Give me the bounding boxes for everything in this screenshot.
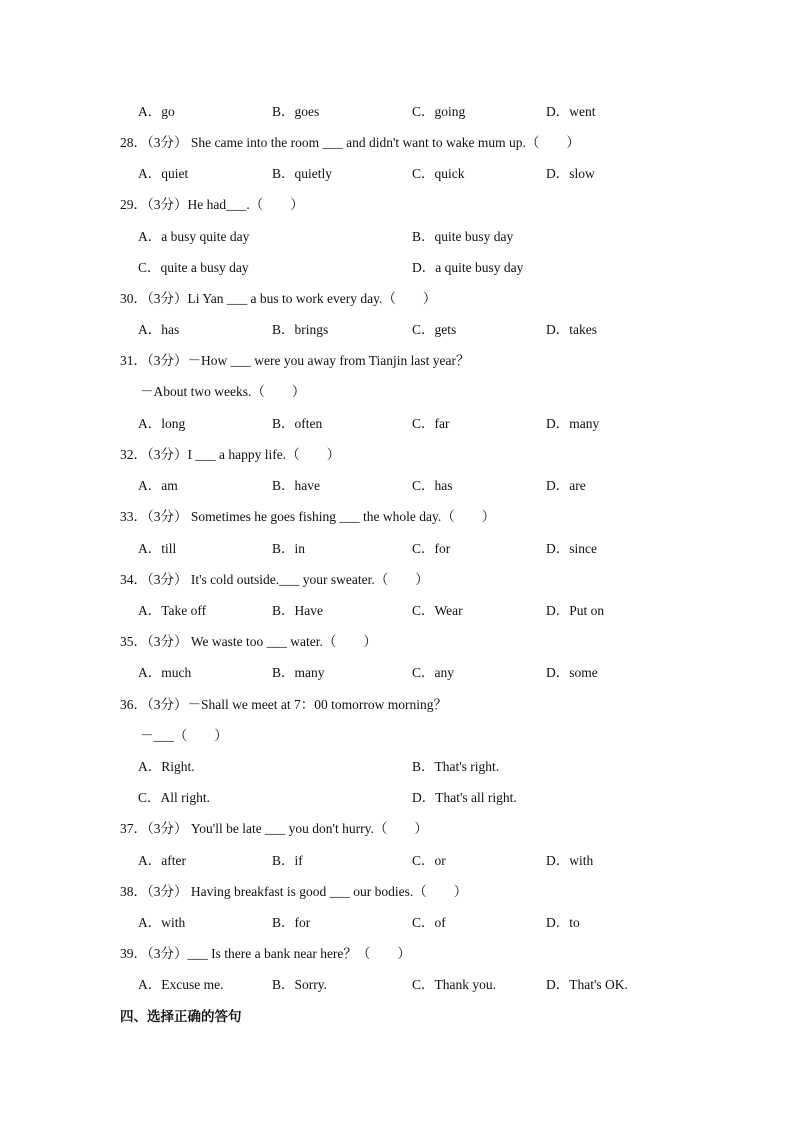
q39-option-d: D．That's OK. (546, 977, 628, 992)
q39-option-a: A．Excuse me. (138, 977, 224, 992)
q30-option-c: C．gets (412, 322, 457, 337)
q37-option-a: A．after (138, 853, 186, 868)
q34-option-c: C．Wear (412, 603, 463, 618)
q32-option-d: D．are (546, 478, 586, 493)
q38-option-d: D．to (546, 915, 580, 930)
question-36-reply: －___（ ） (140, 728, 228, 743)
q34-option-b: B．Have (272, 603, 323, 618)
option-a: A．go (138, 104, 175, 119)
question-37-stem: 37．（3分） You'll be late ___ you don't hurry.（ ） (120, 821, 428, 836)
option-d: D．went (546, 104, 596, 119)
q36-option-d: D．That's all right. (412, 790, 517, 805)
q35-option-c: C．any (412, 665, 454, 680)
q33-option-d: D．since (546, 541, 597, 556)
question-33-stem: 33．（3分） Sometimes he goes fishing ___ the whole day.（ ） (120, 509, 496, 524)
question-35-stem: 35．（3分） We waste too ___ water.（ ） (120, 634, 377, 649)
question-30-stem: 30．（3分）Li Yan ___ a bus to work every day.（ ） (120, 291, 437, 306)
q30-option-b: B．brings (272, 322, 329, 337)
question-28-stem: 28．（3分） She came into the room ___ and didn't want to wake mum up.（ ） (120, 135, 580, 150)
q31-option-b: B．often (272, 416, 323, 431)
q32-option-c: C．has (412, 478, 453, 493)
q28-option-a: A．quiet (138, 166, 189, 181)
q34-option-a: A．Take off (138, 603, 207, 618)
question-36-stem: 36．（3分）－Shall we meet at 7：00 tomorrow morning？ (120, 697, 447, 712)
option-b: B．goes (272, 104, 320, 119)
q28-option-c: C．quick (412, 166, 465, 181)
q36-option-c: C．All right. (138, 790, 211, 805)
q28-option-d: D．slow (546, 166, 595, 181)
q38-option-c: C．of (412, 915, 446, 930)
q35-option-b: B．many (272, 665, 325, 680)
question-39-stem: 39．（3分）___ Is there a bank near here？（ ） (120, 946, 411, 961)
q34-option-d: D．Put on (546, 603, 605, 618)
q39-option-b: B．Sorry. (272, 977, 328, 992)
q38-option-b: B．for (272, 915, 311, 930)
q37-option-b: B．if (272, 853, 303, 868)
question-32-stem: 32．（3分）I ___ a happy life.（ ） (120, 447, 341, 462)
q29-option-a: A．a busy quite day (138, 229, 250, 244)
q30-option-a: A．has (138, 322, 180, 337)
q28-option-b: B．quietly (272, 166, 332, 181)
question-38-stem: 38．（3分） Having breakfast is good ___ our bodies.（ ） (120, 884, 468, 899)
q37-option-c: C．or (412, 853, 446, 868)
q37-option-d: D．with (546, 853, 594, 868)
q39-option-c: C．Thank you. (412, 977, 496, 992)
section-heading: 四、选择正确的答句 (120, 1009, 242, 1025)
q31-option-c: C．far (412, 416, 450, 431)
q32-option-a: A．am (138, 478, 178, 493)
q29-option-d: D．a quite busy day (412, 260, 524, 275)
question-34-stem: 34．（3分） It's cold outside.___ your sweater.（ ） (120, 572, 429, 587)
q31-option-a: A．long (138, 416, 186, 431)
q29-option-b: B．quite busy day (412, 229, 514, 244)
question-31-stem: 31．（3分）－How ___ were you away from Tianjin last year？ (120, 353, 470, 368)
q35-option-d: D．some (546, 665, 598, 680)
question-31-reply: －About two weeks.（ ） (140, 384, 306, 399)
q32-option-b: B．have (272, 478, 320, 493)
q30-option-d: D．takes (546, 322, 597, 337)
option-c: C．going (412, 104, 466, 119)
q38-option-a: A．with (138, 915, 186, 930)
q29-option-c: C．quite a busy day (138, 260, 249, 275)
q33-option-a: A．till (138, 541, 177, 556)
q35-option-a: A．much (138, 665, 192, 680)
question-29-stem: 29．（3分）He had___.（ ） (120, 197, 304, 212)
q31-option-d: D．many (546, 416, 600, 431)
q36-option-b: B．That's right. (412, 759, 500, 774)
q33-option-c: C．for (412, 541, 451, 556)
q33-option-b: B．in (272, 541, 306, 556)
q36-option-a: A．Right. (138, 759, 195, 774)
